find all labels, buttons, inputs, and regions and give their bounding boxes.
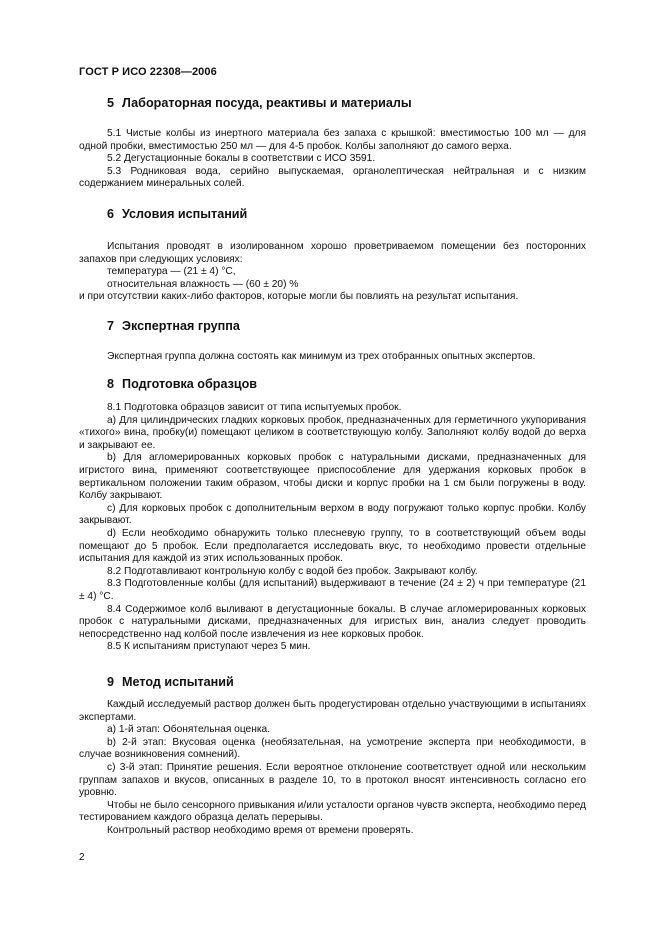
section-heading xyxy=(79,376,586,392)
paragraph: 8.1 Подготовка образцов зависит от типа испытуемых пробок. xyxy=(107,402,402,413)
section-heading xyxy=(79,206,586,222)
paragraph: a) Для цилиндрических гладких корковых пробок, предназначенных для герметичного укупоривания «тихого» вина, пробку(и) помещают целиком в соответствующую колбу. Заполняют колбу водой до верха и закрывают ее. xyxy=(79,414,586,451)
paragraph: температура — (21 ± 4) °С, xyxy=(107,266,236,278)
section-title: Условия испытаний xyxy=(122,207,248,221)
section-title: Экспертная группа xyxy=(122,319,240,333)
paragraph: 8.5 К испытаниям приступают через 5 мин. xyxy=(107,641,311,653)
paragraph: Контрольный раствор необходимо время от времени проверять. xyxy=(107,824,414,836)
section-body xyxy=(79,241,586,304)
section-heading xyxy=(79,95,586,111)
section-number: 6 xyxy=(107,207,115,221)
section-7 xyxy=(79,318,586,364)
section-number: 9 xyxy=(107,675,115,689)
paragraph: 8.4 Содержимое колб выливают в дегустационные бокалы. В случае агломерированных корковых пробок с натуральными дисками, предназначенных для игристых вин, анализ следует проводить непосредственно над колбой после извлечения из нее корковых пробок. xyxy=(79,603,586,640)
section-5 xyxy=(79,95,586,191)
paragraph: b) 2-й этап: Вкусовая оценка (необязательная, на усмотрение эксперта при необходимости, в случае возникновения сомнений). xyxy=(79,736,586,761)
paragraph: Испытания проводят в изолированном хорошо проветриваемом помещении без посторонних запахов при следующих условиях: xyxy=(79,241,586,265)
paragraph: Каждый исследуемый раствор должен быть продегустирован отдельно участвующими в испытаниях экспертами. xyxy=(79,699,586,723)
section-title: Метод испытаний xyxy=(122,675,234,689)
section-heading xyxy=(79,674,586,690)
section-8 xyxy=(79,376,586,654)
paragraph: 8.3 Подготовленные колбы (для испытаний) выдерживают в течение (24 ± 2) ч при температуре (21 ± 4) °С. xyxy=(79,578,586,602)
paragraph: Экспертная группа должна состоять как минимум из трех отобранных опытных экспертов. xyxy=(107,351,536,362)
section-9 xyxy=(79,674,586,838)
paragraph: 5.3 Родниковая вода, серийно выпускаемая, органолептическая нейтральная и с низким содержанием минеральных солей. xyxy=(79,165,586,190)
section-body xyxy=(79,402,586,654)
paragraph: 5.2 Дегустационные бокалы в соответствии с ИСО 3591. xyxy=(107,153,376,165)
section-body xyxy=(79,699,586,838)
paragraph: 5.1 Чистые колбы из инертного материала без запаха с крышкой: вместимостью 100 мл — для одной пробки, вместимостью 250 мл — для 4-5 пробок. Колбы заполняют до самого верха. xyxy=(79,128,586,152)
section-body xyxy=(79,351,586,364)
section-body xyxy=(79,128,586,191)
section-number: 5 xyxy=(107,96,115,110)
page-number: 2 xyxy=(79,852,85,863)
paragraph: 8.2 Подготавливают контрольную колбу с водой без пробок. Закрывают колбу. xyxy=(107,565,478,577)
section-number: 7 xyxy=(107,319,115,333)
paragraph: Чтобы не было сенсорного привыкания и/или усталости органов чувств эксперта, необходимо перед тестированием каждого образца делать перерывы. xyxy=(79,799,586,824)
paragraph: c) Для корковых пробок с дополнительным верхом в воду погружают только корпус пробки. Колбу закрывают. xyxy=(79,502,586,527)
paragraph: относительная влажность — (60 ± 20) % xyxy=(107,278,299,290)
section-number: 8 xyxy=(107,377,115,391)
section-title: Лабораторная посуда, реактивы и материалы xyxy=(122,96,412,110)
paragraph: b) Для агломерированных корковых пробок с натуральными дисками, предназначенных для игристого вина, применяют соответствующее приспособление для удержания корковых пробок в вертикальном положении таким образом, чтобы диски и корпус пробки на 1 см были погружены в воду. Колбу закрывают. xyxy=(79,452,586,502)
paragraph: c) 3-й этап: Принятие решения. Если вероятное отклонение соответствует одной или нескольким группам запахов и вкусов, описанных в разделе 10, то в протокол вносят интенсивность согласно его уровню. xyxy=(79,761,586,799)
paragraph: a) 1-й этап: Обонятельная оценка. xyxy=(107,724,271,736)
section-6 xyxy=(79,206,586,304)
paragraph: d) Если необходимо обнаружить только плесневую группу, то в соответствующий объем воды помещают до 5 пробок. Если предполагается исследовать вкус, то необходимо провести отдельные испытания для каждой из этих использованных пробок. xyxy=(79,527,586,565)
standard-header: ГОСТ Р ИСО 22308—2006 xyxy=(79,66,217,78)
section-heading xyxy=(79,318,586,334)
paragraph: и при отсутствии каких-либо факторов, которые могли бы повлиять на результат испытания. xyxy=(79,291,519,303)
section-title: Подготовка образцов xyxy=(122,377,258,391)
